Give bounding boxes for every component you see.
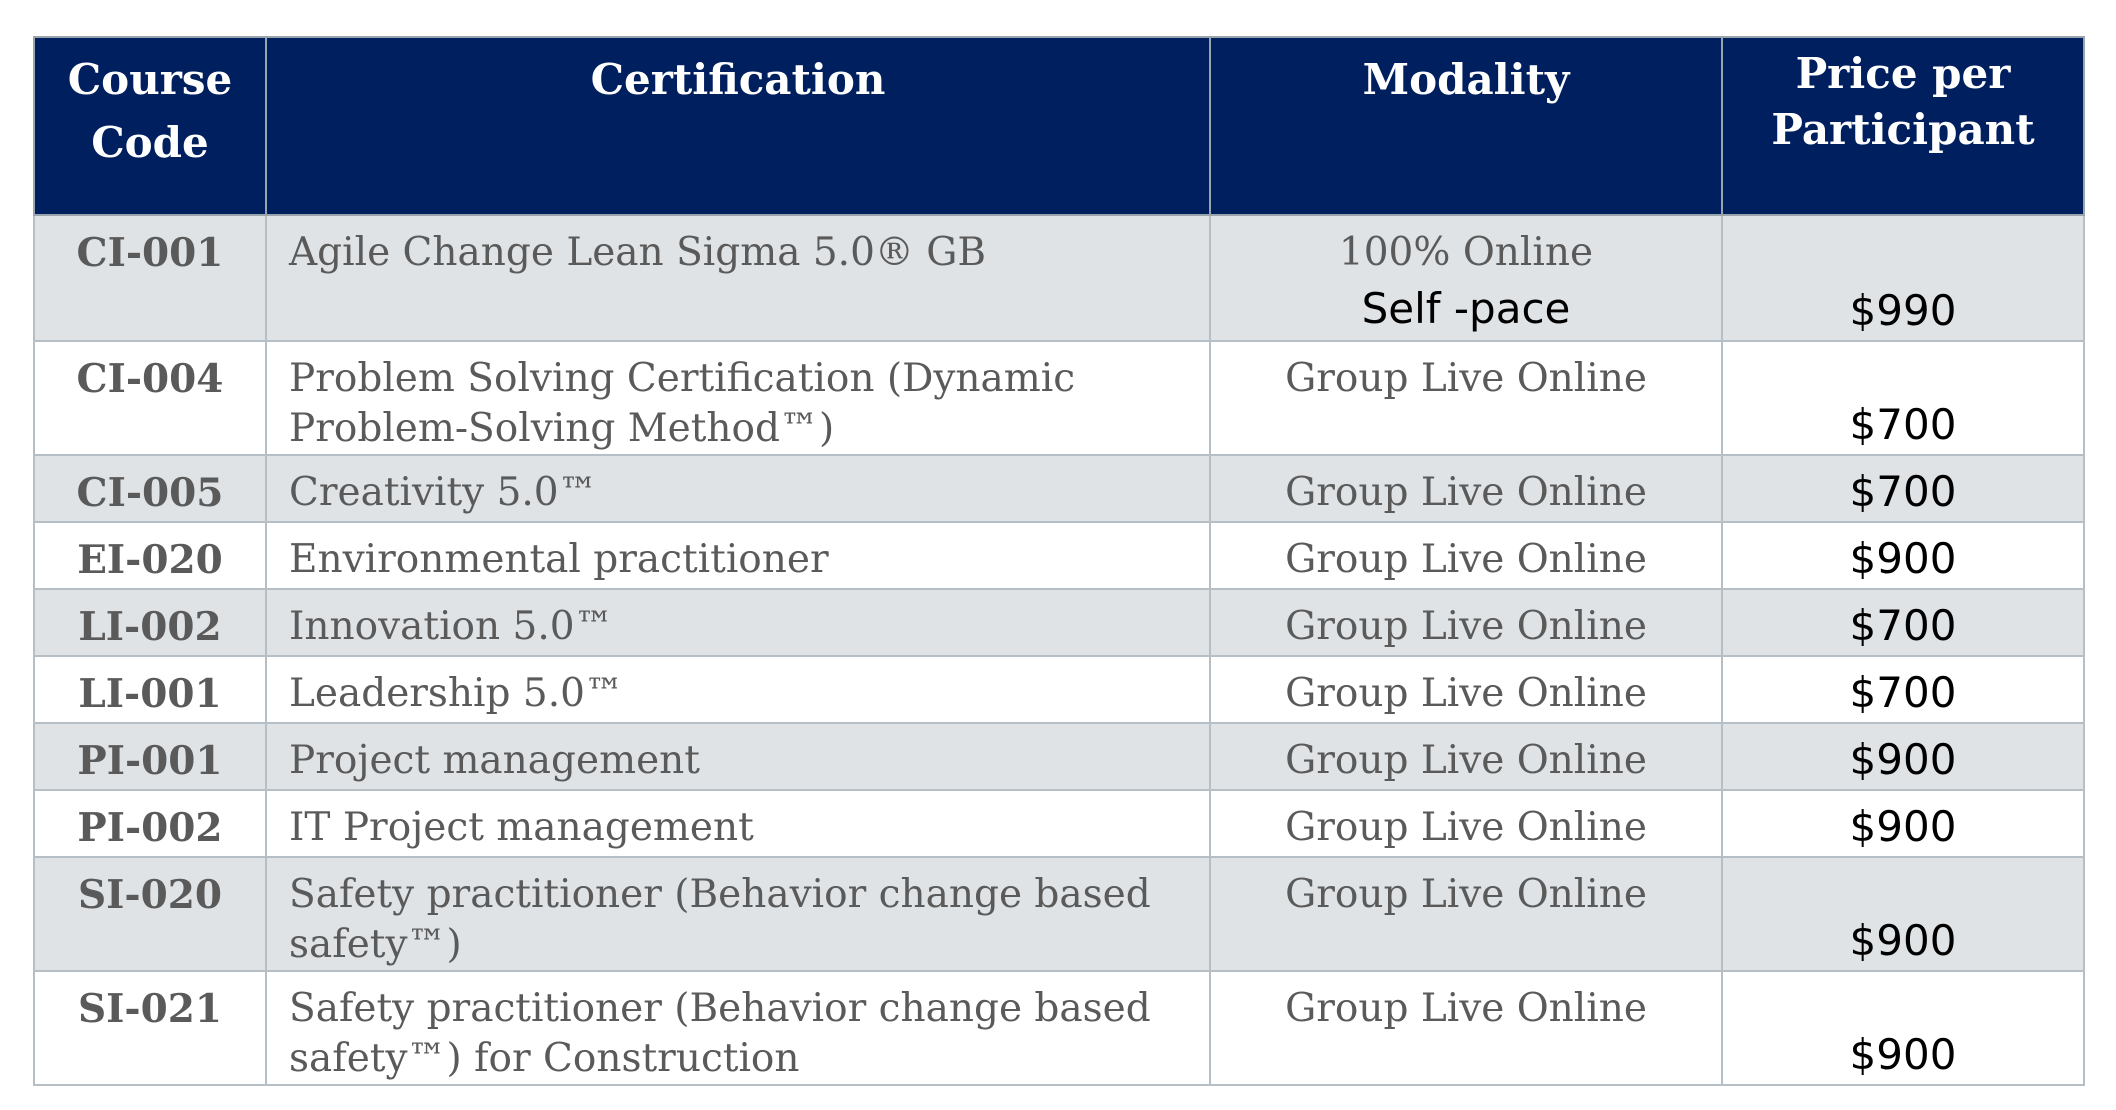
- course-code-cell: LI-002: [34, 589, 266, 656]
- course-code-cell: CI-005: [34, 455, 266, 522]
- table-row: [34, 455, 2084, 522]
- header-price: [1722, 37, 2084, 215]
- certification-cell: Leadership 5.0™: [266, 656, 1210, 723]
- table-row: [34, 656, 2084, 723]
- header-row: [34, 37, 2084, 215]
- price-cell: $900: [1722, 790, 2084, 857]
- modality-cell: [1210, 215, 1722, 341]
- certification-cell: Creativity 5.0™: [266, 455, 1210, 522]
- header-course-code: [34, 37, 266, 215]
- price-cell: $700: [1722, 589, 2084, 656]
- table-row: [34, 215, 2084, 341]
- course-code-cell: CI-004: [34, 341, 266, 455]
- modality-cell: Group Live Online: [1210, 341, 1722, 455]
- price-cell: $900: [1722, 971, 2084, 1085]
- table-row: [34, 790, 2084, 857]
- table-row: [34, 589, 2084, 656]
- table-body: [34, 215, 2084, 1085]
- certification-cell: Innovation 5.0™: [266, 589, 1210, 656]
- price-cell: $990: [1722, 215, 2084, 341]
- course-code-cell: SI-020: [34, 857, 266, 971]
- certification-cell: Safety practitioner (Behavior change based safety™) for Construction: [266, 971, 1210, 1085]
- course-code-cell: PI-002: [34, 790, 266, 857]
- table-row: [34, 341, 2084, 455]
- header-certification: Certification: [266, 37, 1210, 215]
- certification-cell: Problem Solving Certification (Dynamic Problem-Solving Method™): [266, 341, 1210, 455]
- header-modality: Modality: [1210, 37, 1722, 215]
- modality-cell: Group Live Online: [1210, 971, 1722, 1085]
- table-row: [34, 971, 2084, 1085]
- modality-cell: Group Live Online: [1210, 589, 1722, 656]
- table-row: [34, 522, 2084, 589]
- certification-cell: Environmental practitioner: [266, 522, 1210, 589]
- course-code-cell: CI-001: [34, 215, 266, 341]
- price-cell: $700: [1722, 455, 2084, 522]
- header-price-line1: Price per: [1795, 49, 2011, 98]
- price-cell: $700: [1722, 341, 2084, 455]
- table-header: [34, 37, 2084, 215]
- modality-cell: Group Live Online: [1210, 790, 1722, 857]
- modality-cell: Group Live Online: [1210, 857, 1722, 971]
- table-row: [34, 723, 2084, 790]
- header-price-line2: Participant: [1771, 105, 2035, 154]
- header-course-code-line2: Code: [91, 118, 209, 167]
- course-code-cell: LI-001: [34, 656, 266, 723]
- certification-cell: IT Project management: [266, 790, 1210, 857]
- modality-cell: Group Live Online: [1210, 656, 1722, 723]
- modality-cell: Group Live Online: [1210, 522, 1722, 589]
- modality-cell: Group Live Online: [1210, 723, 1722, 790]
- certification-cell: Safety practitioner (Behavior change based safety™): [266, 857, 1210, 971]
- modality-subtext: Self -pace: [1361, 284, 1571, 333]
- header-course-code-line1: Course: [67, 55, 233, 104]
- certification-cell: Project management: [266, 723, 1210, 790]
- course-code-cell: PI-001: [34, 723, 266, 790]
- table-row: [34, 857, 2084, 971]
- course-code-cell: EI-020: [34, 522, 266, 589]
- price-cell: $900: [1722, 522, 2084, 589]
- price-cell: $900: [1722, 723, 2084, 790]
- certification-cell: Agile Change Lean Sigma 5.0® GB: [266, 215, 1210, 341]
- course-code-cell: SI-021: [34, 971, 266, 1085]
- modality-cell: Group Live Online: [1210, 455, 1722, 522]
- modality-text: 100% Online: [1338, 230, 1594, 275]
- course-pricing-table: [33, 36, 2085, 1086]
- price-cell: $700: [1722, 656, 2084, 723]
- price-cell: $900: [1722, 857, 2084, 971]
